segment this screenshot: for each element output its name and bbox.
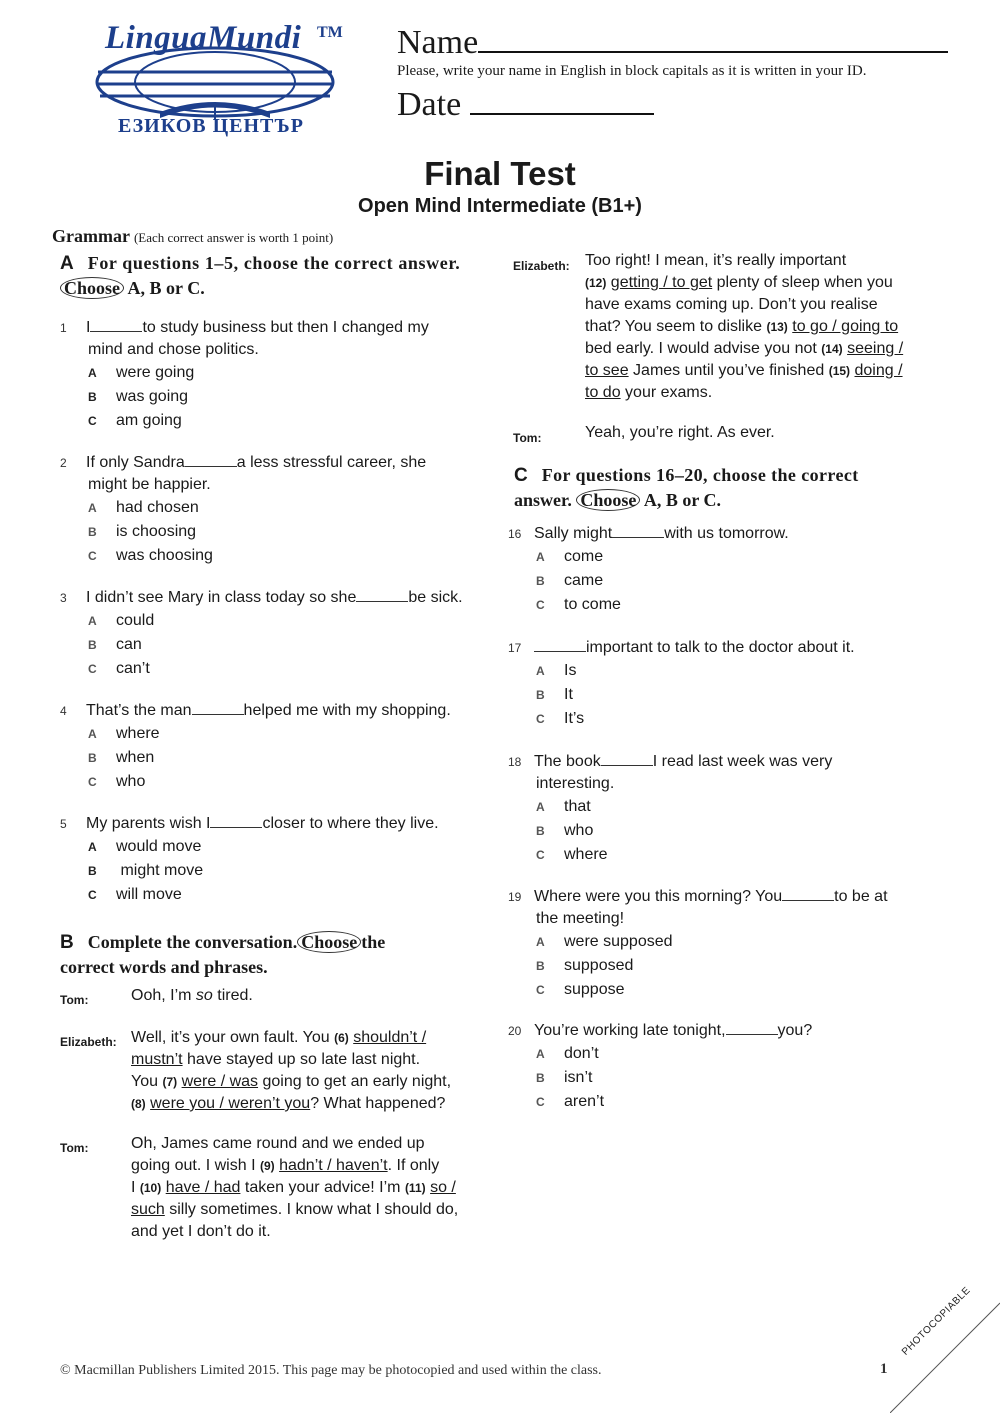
- name-label: Name: [397, 24, 479, 61]
- answer-option[interactable]: [508, 1090, 928, 1114]
- option-text: who: [116, 773, 146, 790]
- question-number: 4: [60, 704, 67, 718]
- gap-choice[interactable]: shouldn’t /: [353, 1029, 427, 1046]
- logo-trademark: TM: [317, 24, 343, 41]
- option-text: came: [564, 572, 604, 589]
- answer-blank[interactable]: [210, 813, 262, 828]
- question-text-after: I read last week was very: [652, 753, 833, 770]
- answer-option[interactable]: [508, 978, 928, 1002]
- option-text: where: [564, 846, 608, 863]
- photocopiable-stamp: PHOTOCOPIABLE: [900, 1285, 973, 1358]
- gap-choice[interactable]: were you / weren’t you: [150, 1095, 311, 1112]
- question-number: 18: [508, 755, 522, 769]
- answer-blank[interactable]: [612, 523, 664, 538]
- gap-choice[interactable]: getting / to get: [610, 274, 713, 291]
- option-text: am going: [116, 412, 182, 429]
- dialogue-emphasis: so: [195, 987, 213, 1004]
- section-a-options: A, B or C.: [127, 278, 205, 298]
- grammar-label: Grammar: [52, 226, 130, 246]
- option-letter: B: [536, 959, 545, 973]
- question-text-after: be sick.: [408, 589, 463, 606]
- option-letter: C: [88, 662, 97, 676]
- question-text-after: helped me with my shopping.: [243, 702, 451, 719]
- answer-option[interactable]: [60, 883, 480, 907]
- question-20: [508, 1020, 928, 1114]
- question-text-after: important to talk to the doctor about it.: [586, 639, 855, 656]
- grammar-heading: [52, 226, 333, 247]
- dialogue-text-part: . If only: [387, 1157, 440, 1174]
- page-subtitle: Open Mind Intermediate (B1+): [358, 195, 642, 217]
- option-letter: A: [536, 550, 545, 564]
- answer-option[interactable]: [508, 819, 928, 843]
- option-text: that: [564, 798, 591, 815]
- page-number: 1: [880, 1361, 888, 1377]
- option-letter: B: [88, 864, 97, 878]
- answer-option[interactable]: [508, 954, 928, 978]
- date-field[interactable]: [397, 86, 654, 124]
- section-a-heading: [60, 251, 480, 300]
- answer-option[interactable]: [60, 544, 480, 568]
- option-text: It: [564, 686, 573, 703]
- speaker-tom: Tom:: [60, 1141, 89, 1155]
- answer-option[interactable]: [508, 843, 928, 867]
- gap-number: (13): [766, 320, 788, 334]
- question-text-before: Where were you this morning? You: [534, 888, 783, 905]
- answer-option[interactable]: [60, 835, 480, 859]
- answer-option[interactable]: [60, 361, 480, 385]
- option-letter: A: [88, 727, 97, 741]
- option-letter: A: [536, 664, 545, 678]
- dialogue-text-part: James until you’ve finished: [628, 362, 829, 379]
- dialogue-text-part: going out. I wish I: [131, 1157, 260, 1174]
- answer-option[interactable]: [508, 569, 928, 593]
- name-instruction: Please, write your name in English in block capitals as it is written in your ID.: [397, 63, 867, 79]
- option-letter: B: [88, 751, 97, 765]
- question-text-before: You’re working late tonight,: [534, 1022, 726, 1039]
- answer-option[interactable]: [508, 683, 928, 707]
- answer-option[interactable]: [60, 409, 480, 433]
- question-1: [60, 317, 480, 433]
- answer-option[interactable]: [60, 520, 480, 544]
- answer-blank[interactable]: [726, 1020, 778, 1035]
- gap-number: (10): [139, 1181, 162, 1195]
- gap-choice[interactable]: such: [131, 1201, 165, 1218]
- date-line[interactable]: [470, 113, 654, 115]
- option-letter: B: [536, 688, 545, 702]
- answer-blank[interactable]: [90, 317, 142, 332]
- option-letter: A: [536, 935, 545, 949]
- option-letter: C: [88, 549, 97, 563]
- gap-choice[interactable]: to do: [585, 384, 621, 401]
- answer-option[interactable]: [508, 1042, 928, 1066]
- option-text: don’t: [564, 1045, 599, 1062]
- answer-blank[interactable]: [782, 886, 834, 901]
- option-letter: C: [88, 888, 97, 902]
- question-text-after: to be at: [834, 888, 888, 905]
- dialogue-line: Oh, James came round and we ended up: [131, 1135, 425, 1152]
- option-text: might move: [116, 862, 204, 879]
- answer-blank[interactable]: [356, 587, 408, 602]
- gap-number: (8): [131, 1097, 146, 1111]
- section-c-instruction: For questions 16–20, choose the correct: [541, 465, 859, 485]
- question-text-before: Sally might: [534, 525, 613, 542]
- option-text: had chosen: [116, 499, 199, 516]
- option-text: will move: [116, 886, 182, 903]
- dialogue-text-part: Well, it’s your own fault. You: [131, 1029, 335, 1046]
- question-text-continued: might be happier.: [88, 476, 211, 493]
- question-text-before: If only Sandra: [86, 454, 185, 471]
- answer-option[interactable]: [508, 930, 928, 954]
- option-text: was going: [116, 388, 189, 405]
- section-b-letter: B: [60, 932, 74, 953]
- question-5: [60, 813, 480, 907]
- option-text: who: [564, 822, 594, 839]
- question-number: 2: [60, 456, 67, 470]
- logo-text: LinguaMundi: [105, 20, 302, 56]
- gap-choice[interactable]: to go / going to: [792, 318, 899, 335]
- dialogue-text: [131, 985, 501, 1007]
- date-label: Date: [397, 86, 462, 123]
- question-text-after: closer to where they live.: [262, 815, 439, 832]
- option-letter: A: [88, 366, 97, 380]
- option-text: can’t: [116, 660, 150, 677]
- answer-option[interactable]: [60, 633, 480, 657]
- option-text: aren’t: [564, 1093, 605, 1110]
- option-letter: B: [88, 638, 97, 652]
- logo: [60, 20, 360, 140]
- dialogue-text-part: Ooh, I’m: [131, 987, 196, 1004]
- dialogue-line: Yeah, you’re right. As ever.: [585, 424, 775, 441]
- answer-blank[interactable]: [601, 751, 653, 766]
- dialogue-text-part: taken your advice! I’m: [240, 1179, 405, 1196]
- question-text-after: you?: [777, 1022, 813, 1039]
- question-number: 16: [508, 527, 522, 541]
- dialogue-text-part: bed early: [585, 340, 650, 357]
- section-c-answer: answer.: [514, 490, 572, 510]
- option-letter: C: [536, 983, 545, 997]
- gap-number: (12): [585, 276, 607, 290]
- dialogue-text: [131, 1133, 511, 1243]
- answer-option[interactable]: [508, 593, 928, 617]
- question-text-continued: interesting.: [536, 775, 615, 792]
- dialogue-line: Too right! I mean, it’s really important: [585, 252, 847, 269]
- question-number: 19: [508, 890, 522, 904]
- option-letter: B: [88, 390, 97, 404]
- gap-choice[interactable]: hadn’t / haven’t: [279, 1157, 388, 1174]
- section-c-options: A, B or C.: [643, 490, 722, 510]
- answer-option[interactable]: [60, 859, 480, 883]
- gap-choice[interactable]: to see: [585, 362, 629, 379]
- option-text: suppose: [564, 981, 625, 998]
- dialogue-line: have exams coming up. Don’t you realise: [585, 296, 878, 313]
- gap-number: (15): [828, 364, 851, 378]
- option-text: where: [116, 725, 160, 742]
- section-b-instruction: Complete the conversation.: [87, 932, 298, 952]
- question-number: 3: [60, 591, 67, 605]
- option-letter: A: [88, 614, 97, 628]
- answer-option[interactable]: [60, 722, 480, 746]
- option-letter: B: [536, 824, 545, 838]
- dialogue-text-part: that? You seem to dislike: [585, 318, 767, 335]
- answer-option[interactable]: [508, 1066, 928, 1090]
- answer-option[interactable]: [508, 545, 928, 569]
- answer-option[interactable]: [60, 609, 480, 633]
- answer-option[interactable]: [60, 657, 480, 681]
- question-19: [508, 886, 928, 1002]
- section-b-the: the: [361, 932, 386, 952]
- name-field[interactable]: [397, 24, 948, 62]
- question-18: [508, 751, 928, 867]
- option-letter: C: [536, 712, 545, 726]
- option-letter: A: [536, 1047, 545, 1061]
- option-text: is choosing: [116, 523, 197, 540]
- option-text: isn’t: [564, 1069, 593, 1086]
- option-text: can: [116, 636, 142, 653]
- option-text: was choosing: [116, 547, 213, 564]
- question-16: [508, 523, 928, 617]
- question-number: 1: [60, 321, 67, 335]
- question-3: [60, 587, 480, 681]
- dialogue-text-part: going to get an early night,: [258, 1073, 452, 1090]
- option-letter: C: [536, 1095, 545, 1109]
- dialogue-text-part: I: [131, 1179, 140, 1196]
- question-text-after: to study business but then I changed my: [142, 319, 429, 336]
- section-a-choose: Choose: [60, 277, 124, 299]
- question-text-before: I: [86, 319, 91, 336]
- question-number: 5: [60, 817, 67, 831]
- question-text-after: with us tomorrow.: [664, 525, 789, 542]
- dialogue-text-part: . I would advise you not: [649, 340, 822, 357]
- option-letter: C: [88, 414, 97, 428]
- section-c-letter: C: [514, 465, 528, 486]
- question-2: [60, 452, 480, 568]
- dialogue-text-part: tired.: [212, 987, 253, 1004]
- answer-option[interactable]: [60, 746, 480, 770]
- answer-option[interactable]: [508, 795, 928, 819]
- option-letter: B: [536, 1071, 545, 1085]
- grammar-note: (Each correct answer is worth 1 point): [133, 230, 334, 245]
- option-letter: C: [536, 848, 545, 862]
- section-b-choose: Choose: [297, 931, 361, 953]
- answer-option[interactable]: [60, 770, 480, 794]
- question-17: [508, 637, 928, 731]
- answer-option[interactable]: [508, 707, 928, 731]
- gap-number: (11): [404, 1181, 426, 1195]
- dialogue-text: [131, 1027, 511, 1115]
- question-number: 17: [508, 641, 522, 655]
- answer-option[interactable]: [60, 385, 480, 409]
- gap-number: (7): [162, 1075, 178, 1089]
- question-text-before: I didn’t see Mary in class today so she: [86, 589, 357, 606]
- question-text-continued: mind and chose politics.: [88, 341, 259, 358]
- option-letter: B: [536, 574, 545, 588]
- dialogue-text-part: silly sometimes. I know what I should do,: [164, 1201, 459, 1218]
- answer-blank[interactable]: [185, 452, 237, 467]
- dialogue-text-part: have stayed up so late last night.: [182, 1051, 421, 1068]
- speaker-elizabeth: Elizabeth:: [513, 259, 570, 273]
- option-text: would move: [116, 838, 202, 855]
- answer-blank[interactable]: [192, 700, 244, 715]
- dialogue-text-part: your exams.: [620, 384, 713, 401]
- option-letter: C: [536, 598, 545, 612]
- question-text-before: My parents wish I: [86, 815, 211, 832]
- option-text: could: [116, 612, 155, 629]
- speaker-elizabeth: Elizabeth:: [60, 1035, 117, 1049]
- option-text: come: [564, 548, 604, 565]
- gap-choice[interactable]: mustn’t: [131, 1051, 183, 1068]
- question-text-after: a less stressful career, she: [236, 454, 427, 471]
- option-text: It’s: [564, 710, 585, 727]
- option-text: supposed: [564, 957, 634, 974]
- dialogue-text: [585, 250, 930, 404]
- section-b-heading: [60, 930, 480, 979]
- option-text: were supposed: [564, 933, 673, 950]
- copyright-footer: © Macmillan Publishers Limited 2015. This page may be photocopied and used within the class.: [60, 1363, 602, 1378]
- question-number: 20: [508, 1024, 522, 1038]
- gap-number: (9): [259, 1159, 275, 1173]
- option-letter: C: [88, 775, 97, 789]
- option-letter: A: [536, 800, 545, 814]
- speaker-tom: Tom:: [60, 993, 89, 1007]
- question-text-before: That’s the man: [86, 702, 192, 719]
- gap-choice[interactable]: were / was: [181, 1073, 259, 1090]
- dialogue-text-part: ? What happened?: [310, 1095, 446, 1112]
- section-c-choose: Choose: [576, 489, 640, 511]
- gap-choice[interactable]: have / had: [165, 1179, 241, 1196]
- option-text: to come: [564, 596, 621, 613]
- gap-choice[interactable]: seeing /: [847, 340, 904, 357]
- dialogue-line: and yet I don’t do it.: [131, 1223, 271, 1240]
- option-letter: B: [88, 525, 97, 539]
- option-text: were going: [116, 364, 195, 381]
- answer-option[interactable]: [60, 496, 480, 520]
- option-text: when: [116, 749, 155, 766]
- dialogue-text-part: You: [131, 1073, 163, 1090]
- gap-choice[interactable]: doing /: [854, 362, 903, 379]
- option-letter: A: [88, 501, 97, 515]
- speaker-tom: Tom:: [513, 431, 542, 445]
- page-title: Final Test: [424, 155, 576, 192]
- question-text-continued: the meeting!: [536, 910, 625, 927]
- question-4: [60, 700, 480, 794]
- section-b-instruction-2: correct words and phrases.: [60, 957, 268, 977]
- answer-blank[interactable]: [534, 637, 586, 652]
- gap-choice[interactable]: so /: [430, 1179, 456, 1196]
- logo-subtitle: ЕЗИКОВ ЦЕНТЪР: [118, 115, 304, 137]
- dialogue-text-part: plenty of sleep when you: [712, 274, 893, 291]
- name-line[interactable]: [478, 51, 948, 53]
- option-letter: A: [88, 840, 97, 854]
- gap-number: (14): [821, 342, 843, 356]
- section-a-instruction: For questions 1–5, choose the correct answer.: [87, 253, 461, 273]
- question-text-before: The book: [534, 753, 601, 770]
- gap-number: (6): [334, 1031, 349, 1045]
- section-c-heading: [514, 463, 934, 512]
- option-text: Is: [564, 662, 577, 679]
- answer-option[interactable]: [508, 659, 928, 683]
- section-a-letter: A: [60, 253, 74, 274]
